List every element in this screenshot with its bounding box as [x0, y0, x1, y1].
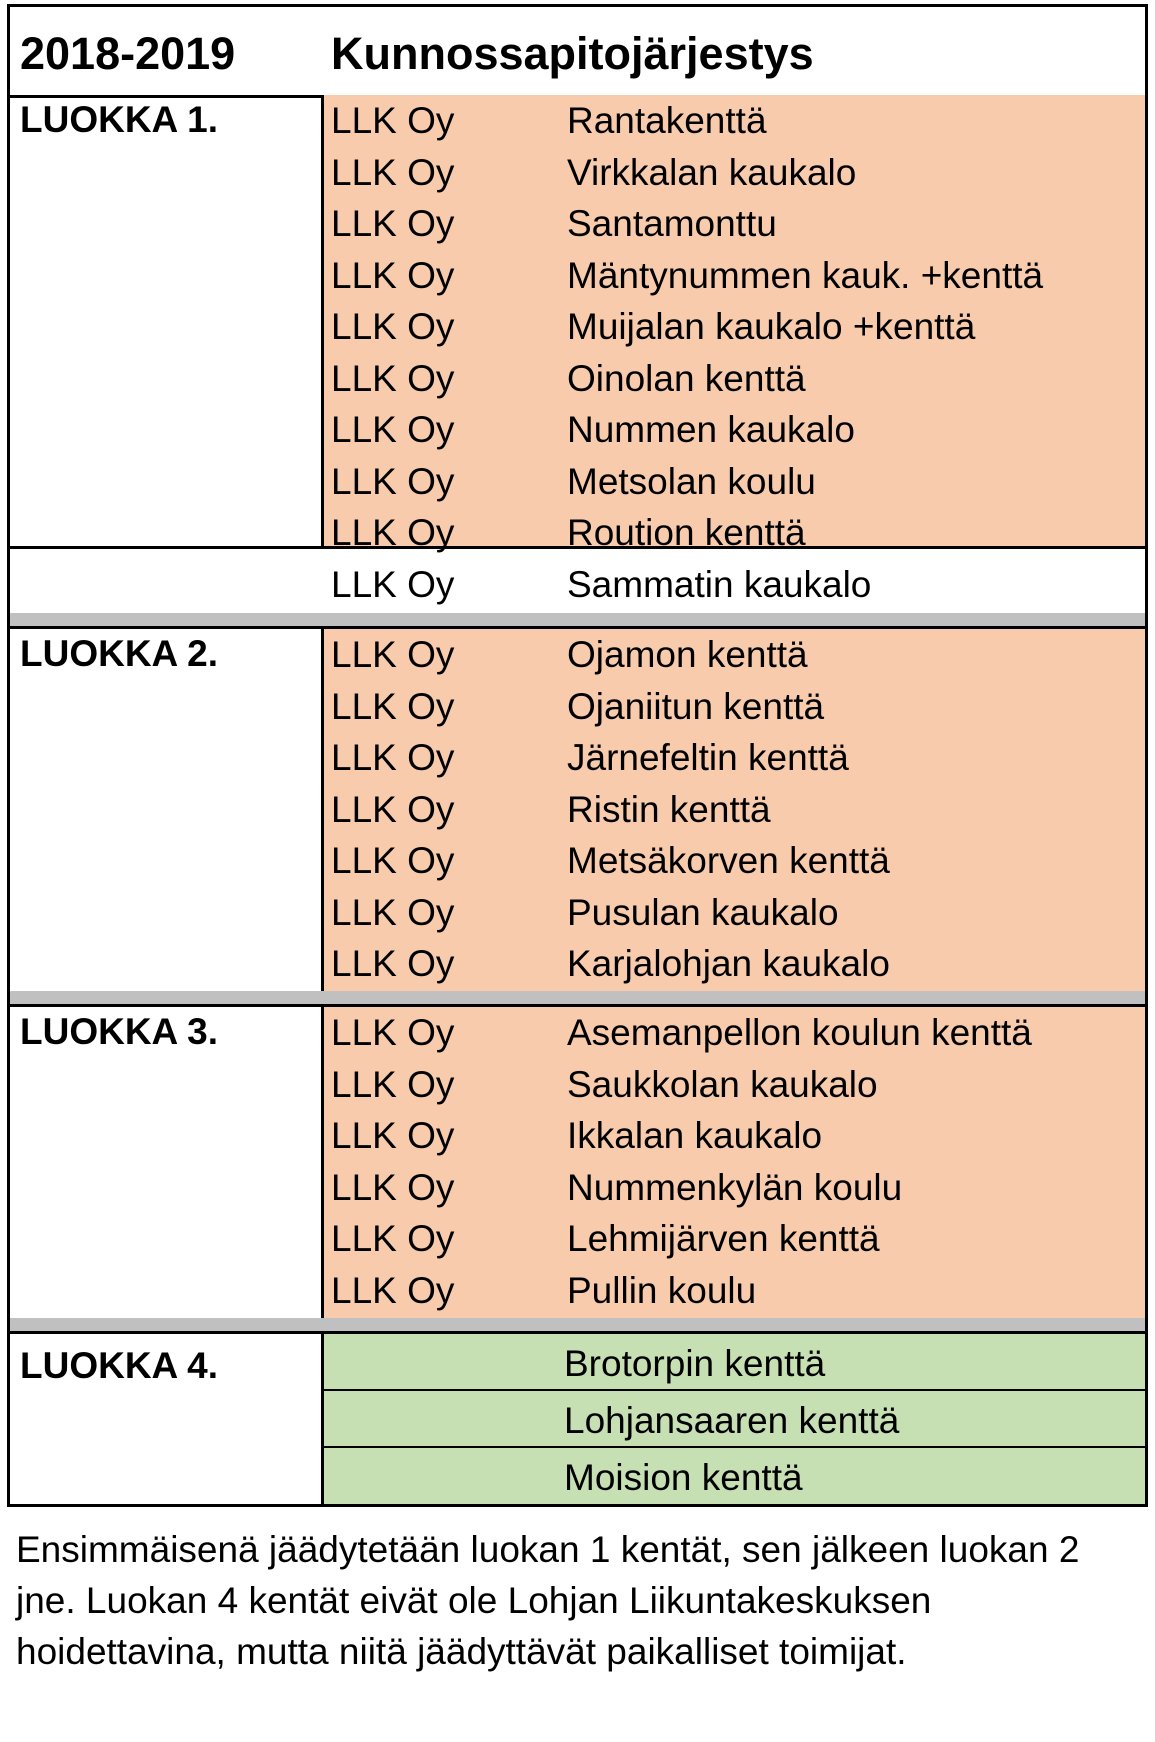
site-name: Järnefeltin kenttä: [567, 737, 849, 778]
site-name: Moision kenttä: [564, 1457, 803, 1498]
site-name: Metsolan koulu: [567, 460, 816, 502]
site-name: Oinolan kenttä: [567, 357, 806, 399]
operator: LLK Oy: [331, 357, 455, 399]
operator: LLK Oy: [331, 100, 455, 141]
table-row: [324, 1265, 1145, 1317]
table-row: [321, 1448, 1145, 1504]
table-row: [324, 784, 1145, 836]
site-name: Saukkolan kaukalo: [567, 1063, 878, 1105]
class-1-rows: [321, 95, 1145, 605]
table-row: [324, 301, 1145, 353]
site-name: Virkkalan kaukalo: [567, 151, 857, 193]
site-name: Pullin koulu: [567, 1269, 757, 1311]
site-name: Sammatin kaukalo: [567, 563, 872, 605]
table-row: [324, 456, 1145, 508]
table-row: [324, 938, 1145, 990]
site-name: Ojamon kenttä: [567, 634, 808, 675]
site-name: Metsäkorven kenttä: [567, 840, 890, 881]
site-name: Mäntynummen kauk. +kenttä: [567, 254, 1044, 296]
class-2-label: LUOKKA 2.: [20, 633, 219, 674]
operator: LLK Oy: [331, 254, 455, 296]
operator: LLK Oy: [331, 203, 455, 244]
class-2-rows: [321, 629, 1145, 999]
table-row: [324, 835, 1145, 887]
operator: LLK Oy: [331, 409, 455, 450]
operator: LLK Oy: [331, 943, 455, 984]
table-row: [324, 1007, 1145, 1059]
table-row: [324, 1059, 1145, 1111]
section-separator: [10, 991, 1145, 1007]
operator: LLK Oy: [331, 685, 455, 727]
operator: LLK Oy: [331, 1269, 455, 1311]
table-row: [324, 250, 1145, 302]
site-name: Karjalohjan kaukalo: [567, 943, 890, 984]
footnote-text: Ensimmäisenä jäädytetään luokan 1 kentät, sen jälkeen luokan 2 jne. Luokan 4 kentät eivät ole Lohjan Liikuntakeskuksen hoidettavina, mutta niitä jäädyttävät paikalliset toimijat.: [16, 1529, 1080, 1672]
site-name: Brotorpin kenttä: [564, 1343, 826, 1384]
operator: LLK Oy: [331, 737, 455, 778]
site-name: Ikkalan kaukalo: [567, 1115, 823, 1156]
class-1-section: [10, 95, 1145, 605]
site-name: Pusulan kaukalo: [567, 891, 839, 933]
operator: LLK Oy: [331, 460, 455, 502]
operator: LLK Oy: [331, 563, 455, 605]
table-row: [321, 1334, 1145, 1392]
class-3-section: [10, 1007, 1145, 1327]
operator: LLK Oy: [331, 1218, 455, 1259]
site-name: Roution kenttä: [567, 512, 806, 553]
operator: LLK Oy: [331, 512, 455, 553]
table-row: [324, 559, 1145, 611]
site-name: Muijalan kaukalo +kenttä: [567, 306, 976, 347]
table-row: [324, 1162, 1145, 1214]
table-row: [324, 507, 1145, 559]
table-row: [324, 95, 1145, 147]
site-name: Ojaniitun kenttä: [567, 685, 825, 727]
table-row: [321, 1391, 1145, 1449]
table-row: [324, 147, 1145, 199]
operator: LLK Oy: [331, 788, 455, 830]
section-separator: [10, 613, 1145, 629]
maintenance-order-table: [7, 4, 1148, 1507]
site-name: Lohjansaaren kenttä: [564, 1400, 900, 1441]
table-row: [324, 198, 1145, 250]
table-row: [324, 681, 1145, 733]
operator: LLK Oy: [331, 1166, 455, 1208]
season-year: 2018-2019: [20, 28, 236, 79]
table-row: [324, 404, 1145, 456]
operator: LLK Oy: [331, 1063, 455, 1105]
site-name: Nummen kaukalo: [567, 409, 855, 450]
page-title: Kunnossapitojärjestys: [331, 28, 814, 79]
operator: LLK Oy: [331, 840, 455, 881]
class-2-section: [10, 629, 1145, 1002]
site-name: Asemanpellon koulun kenttä: [567, 1012, 1032, 1053]
section-separator: [10, 1318, 1145, 1334]
site-name: Rantakenttä: [567, 100, 767, 141]
operator: LLK Oy: [331, 634, 455, 675]
table-row: [324, 1213, 1145, 1265]
operator: LLK Oy: [331, 1012, 455, 1053]
operator: LLK Oy: [331, 891, 455, 933]
site-name: Nummenkylän koulu: [567, 1166, 903, 1208]
site-name: Ristin kenttä: [567, 788, 771, 830]
site-name: Santamonttu: [567, 203, 777, 244]
operator: LLK Oy: [331, 151, 455, 193]
table-row: [324, 353, 1145, 405]
table-row: [324, 887, 1145, 939]
site-name: Lehmijärven kenttä: [567, 1218, 880, 1259]
operator: LLK Oy: [331, 306, 455, 347]
class-3-rows: [321, 1007, 1145, 1324]
table-row: [324, 1110, 1145, 1162]
class-3-label: LUOKKA 3.: [20, 1011, 219, 1052]
class-4-label: LUOKKA 4.: [20, 1345, 219, 1386]
table-header: [10, 7, 1145, 98]
class-1-label: LUOKKA 1.: [20, 99, 219, 140]
table-row: [324, 732, 1145, 784]
operator: LLK Oy: [331, 1115, 455, 1156]
table-row: [324, 629, 1145, 681]
